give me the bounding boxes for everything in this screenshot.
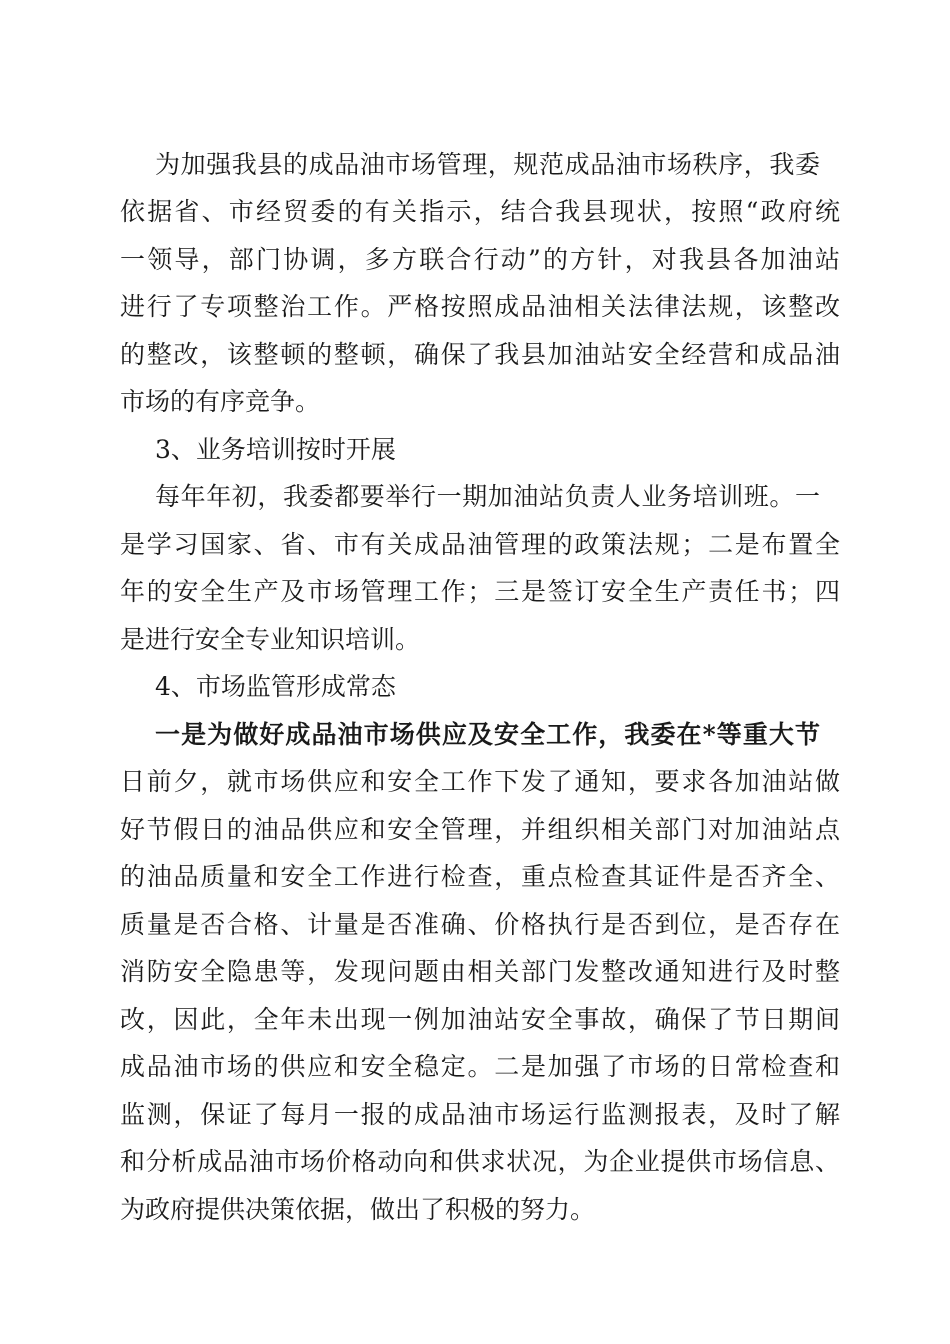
paragraph3-line-1: 一是为做好成品油市场供应及安全工作，我委在*等重大节 xyxy=(155,720,820,749)
paragraph3-line-8: 成品油市场的供应和安全稳定。二是加强了市场的日常检查和 xyxy=(120,1052,840,1081)
paragraph1-line-4: 进行了专项整治工作。严格按照成品油相关法律法规，该整改 xyxy=(120,292,840,321)
paragraph3-line-2: 日前夕，就市场供应和安全工作下发了通知，要求各加油站做 xyxy=(120,767,840,796)
paragraph3-line-7: 改，因此，全年未出现一例加油站安全事故，确保了节日期间 xyxy=(120,1005,840,1034)
section-heading-4: 4、市场监管形成常态 xyxy=(155,672,396,701)
paragraph1-line-5: 的整改，该整顿的整顿，确保了我县加油站安全经营和成品油 xyxy=(120,340,840,369)
paragraph2-line-2: 是学习国家、省、市有关成品油管理的政策法规；二是布置全 xyxy=(120,530,840,559)
paragraph3-line-11: 为政府提供决策依据，做出了积极的努力。 xyxy=(120,1195,596,1224)
section-heading-3: 3、业务培训按时开展 xyxy=(155,435,396,464)
paragraph3-line-4: 的油品质量和安全工作进行检查，重点检查其证件是否齐全、 xyxy=(120,862,840,891)
paragraph1-line-6: 市场的有序竞争。 xyxy=(120,387,321,416)
paragraph1-line-1: 为加强我县的成品油市场管理，规范成品油市场秩序，我委 xyxy=(155,150,820,179)
paragraph3-line-9: 监测，保证了每月一报的成品油市场运行监测报表，及时了解 xyxy=(120,1100,840,1129)
paragraph2-line-1: 每年年初，我委都要举行一期加油站负责人业务培训班。一 xyxy=(155,482,820,511)
paragraph2-line-4: 是进行安全专业知识培训。 xyxy=(120,625,421,654)
paragraph3-line-5: 质量是否合格、计量是否准确、价格执行是否到位，是否存在 xyxy=(120,910,840,939)
paragraph2-line-3: 年的安全生产及市场管理工作；三是签订安全生产责任书；四 xyxy=(120,577,840,606)
paragraph1-line-3: 一领导，部门协调，多方联合行动”的方针，对我县各加油站 xyxy=(120,245,840,274)
paragraph3-line-10: 和分析成品油市场价格动向和供求状况，为企业提供市场信息、 xyxy=(120,1147,840,1176)
paragraph3-line-3: 好节假日的油品供应和安全管理，并组织相关部门对加油站点 xyxy=(120,815,840,844)
paragraph1-line-2: 依据省、市经贸委的有关指示，结合我县现状，按照“政府统 xyxy=(120,197,840,226)
paragraph3-line-6: 消防安全隐患等，发现问题由相关部门发整改通知进行及时整 xyxy=(120,957,840,986)
